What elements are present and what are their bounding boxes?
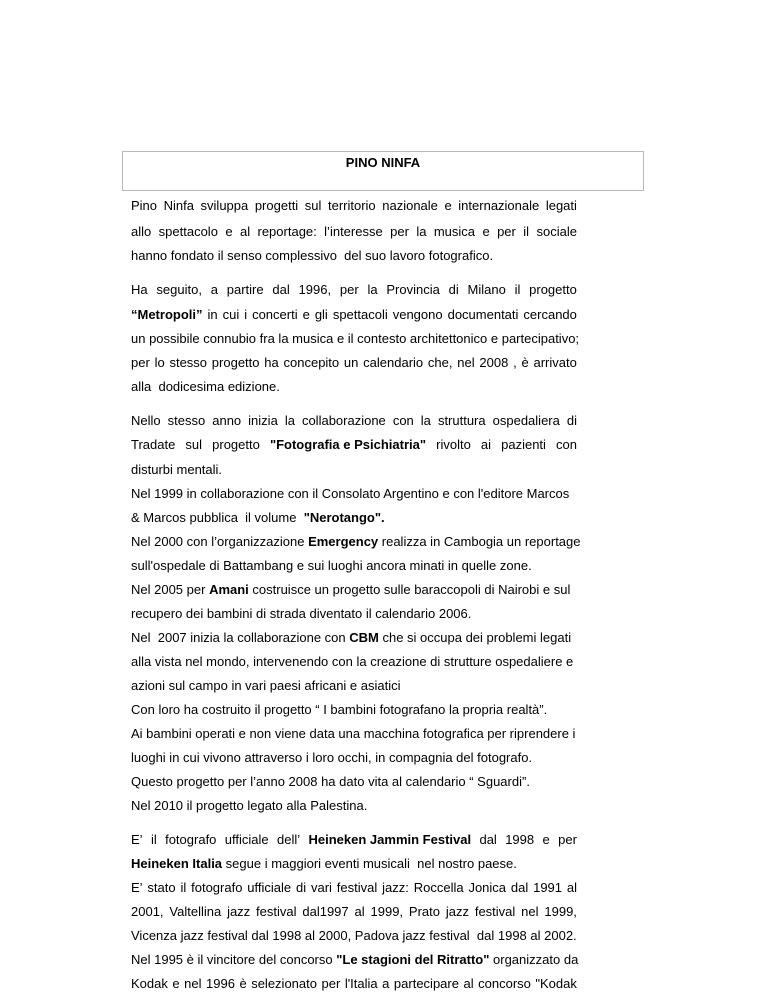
text-word: allo [131, 224, 152, 239]
text-line [131, 582, 577, 598]
text-line [131, 462, 577, 478]
text-line [131, 976, 577, 992]
text-word: fotografo [165, 832, 217, 847]
text-word: vari [310, 880, 332, 895]
text-word: di [448, 282, 459, 297]
text-word: musica [433, 224, 476, 239]
text-word: e [482, 224, 490, 239]
text-run: Vicenza jazz festival dal 1998 al 2000, Padova jazz festival dal 1998 al 2002. [131, 928, 577, 943]
text-line [131, 952, 577, 968]
text-run: Nel 2005 per [131, 582, 210, 597]
text-word: che, [427, 355, 453, 370]
text-word: "Kodak [535, 976, 577, 991]
text-word: territorio [327, 198, 376, 213]
text-word: per [131, 355, 150, 370]
text-line [131, 307, 577, 323]
text-run: alla dodicesima edizione. [131, 379, 280, 394]
text-word: sviluppa [200, 198, 249, 213]
text-word: di [566, 413, 577, 428]
text-run: realizza in Cambogia un reportage [378, 534, 581, 549]
text-word: anno [212, 413, 242, 428]
text-line [131, 379, 577, 395]
text-run: Ai bambini operati e non viene data una macchina fotografica per riprendere i [131, 726, 576, 741]
text-bold: "Le stagioni del Ritratto" [336, 952, 490, 967]
text-run: Nel 2007 inizia la collaborazione con [131, 630, 350, 645]
text-word: i [244, 307, 248, 322]
text-line [131, 798, 577, 814]
text-line [131, 678, 577, 694]
text-word: per [390, 224, 409, 239]
text-run: costruisce un progetto sulle baraccopoli di Nairobi e sul [248, 582, 571, 597]
text-word: un [343, 355, 359, 370]
text-line [131, 355, 577, 371]
text-line [131, 880, 577, 896]
text-line [131, 413, 577, 429]
text-word: la [420, 413, 431, 428]
text-line [131, 856, 577, 872]
text-word: Prato [408, 904, 440, 919]
text-word: per [558, 832, 577, 847]
text-word: jazz: [382, 880, 409, 895]
text-word: Tradate [131, 437, 176, 452]
text-word: 1996 [206, 976, 235, 991]
text-bold: Heineken Italia [131, 856, 223, 871]
text-word: il [180, 880, 187, 895]
text-word: reportage: [257, 224, 317, 239]
text-run: organizzato da [489, 952, 579, 967]
text-word: ufficiale [247, 880, 292, 895]
text-word: ha [264, 355, 279, 370]
text-bold: Emergency [308, 534, 379, 549]
text-word: ai [480, 437, 492, 452]
text-run: Nel 2010 il progetto legato alla Palestina. [131, 798, 368, 813]
text-word: per [339, 282, 359, 297]
text-word: la [284, 413, 295, 428]
text-word: in [207, 307, 218, 322]
text-bold: “Metropoli” [131, 307, 203, 322]
text-word: E’ [131, 832, 143, 847]
text-word: nazionale [382, 198, 438, 213]
text-run: luoghi in cui vivono attraverso i loro occhi, in compagnia del fotografo. [131, 750, 533, 765]
text-word: nel [457, 355, 475, 370]
text-word: Milano [467, 282, 506, 297]
text-line [131, 832, 577, 848]
text-bold: CBM [349, 630, 379, 645]
text-run: & Marcos pubblica il volume [131, 510, 304, 525]
text-word: E’ [131, 880, 143, 895]
text-word: ufficiale [224, 832, 269, 847]
text-word: stesso [169, 355, 208, 370]
text-word: Provincia [386, 282, 440, 297]
text-run: Nel 1995 è il vincitore del concorso [131, 952, 337, 967]
text-word: gli [314, 307, 328, 322]
text-line [131, 282, 577, 298]
text-word: l'Italia [344, 976, 378, 991]
text-run: un possibile connubio fra la musica e il contesto architettonico e partecipativo; [131, 331, 580, 346]
text-line [131, 606, 577, 622]
text-line [131, 630, 577, 646]
text-line [131, 224, 577, 240]
text-run: Nel 2000 con l’organizzazione [131, 534, 309, 549]
text-line [131, 198, 577, 214]
text-word: sociale [536, 224, 577, 239]
text-word: per [497, 224, 516, 239]
text-word: e [225, 224, 233, 239]
text-line [131, 248, 577, 264]
text-word: Valtellina [169, 904, 222, 919]
text-word: concerti [252, 307, 298, 322]
text-word: rivolto [436, 437, 471, 452]
title-box [122, 151, 644, 191]
text-word: dell’ [277, 832, 301, 847]
text-word: lo [154, 355, 165, 370]
text-word: 1996, [298, 282, 332, 297]
text-line [131, 928, 577, 944]
text-word: fotografo [191, 880, 243, 895]
text-run: recupero dei bambini di strada diventato il calendario 2006. [131, 606, 472, 621]
text-word: inizia [248, 413, 278, 428]
text-word: progetto [212, 437, 260, 452]
text-word: con [392, 413, 414, 428]
text-word: dal [272, 282, 290, 297]
text-line [131, 510, 577, 526]
text-word: cercando [523, 307, 577, 322]
text-line [131, 904, 577, 920]
text-word: stato [147, 880, 176, 895]
text-word: con [556, 437, 577, 452]
text-word: 1999, [370, 904, 404, 919]
text-word: 1991 [533, 880, 563, 895]
text-word: concepito [283, 355, 340, 370]
text-word: selezionato [251, 976, 317, 991]
text-word: Ninfa [163, 198, 194, 213]
text-word: festival [256, 904, 297, 919]
text-word: progetto [211, 355, 260, 370]
text-word: sul [185, 437, 203, 452]
text-word: progetto [529, 282, 577, 297]
text-word: cui [222, 307, 240, 322]
text-word: per [321, 976, 341, 991]
text-word: stesso [167, 413, 206, 428]
text-word: spettacolo [158, 224, 218, 239]
text-bold: Amani [209, 582, 249, 597]
text-word: vengono [392, 307, 443, 322]
text-word: il [514, 282, 521, 297]
text-word: al [463, 976, 474, 991]
text-run: Questo progetto per l’anno 2008 ha dato vita al calendario “ Sguardi”. [131, 774, 530, 789]
text-word: jazz [445, 904, 469, 919]
text-run: azioni sul campo in vari paesi africani e asiatici [131, 678, 401, 693]
text-word: collaborazione [301, 413, 386, 428]
text-word: spettacoli [332, 307, 388, 322]
text-word: pazienti [501, 437, 546, 452]
text-word: e [302, 307, 310, 322]
text-word: festival [336, 880, 378, 895]
text-line [131, 534, 581, 550]
text-word: a [210, 282, 218, 297]
text-word: è [239, 976, 247, 991]
text-word: Roccella [413, 880, 464, 895]
text-word: e [172, 976, 180, 991]
text-run: disturbi mentali. [131, 462, 223, 477]
text-run: che si occupa dei problemi legati [378, 630, 572, 645]
text-word: al [239, 224, 251, 239]
text-run: Nel 1999 in collaborazione con il Consolato Argentino e con l'editore Marcos [131, 486, 570, 501]
text-run: alla vista nel mondo, intervenendo con la creazione di strutture ospedaliere e [131, 654, 574, 669]
text-word: Kodak [131, 976, 168, 991]
text-word: jazz [227, 904, 251, 919]
text-word: concorso [478, 976, 531, 991]
text-word: 1999, [544, 904, 577, 919]
text-word: nel [521, 904, 539, 919]
text-run: sull'ospedale di Battambang e sui luoghi ancora minati in quelle zone. [131, 558, 532, 573]
text-word: il [150, 832, 157, 847]
text-word: il [523, 224, 530, 239]
text-word: partecipare [393, 976, 459, 991]
text-bold: "Fotografia e Psichiatria" [269, 437, 427, 452]
text-word: al [566, 880, 577, 895]
text-line [131, 654, 577, 670]
text-word: , [513, 355, 517, 370]
text-run: segue i maggiori eventi musicali nel nostro paese. [222, 856, 517, 871]
text-word: è [521, 355, 529, 370]
text-word: sul [304, 198, 322, 213]
text-word: di [296, 880, 307, 895]
text-word: documentati [447, 307, 519, 322]
text-run: Con loro ha costruito il progetto “ I bambini fotografano la propria realtà”. [131, 702, 548, 717]
text-line [131, 726, 577, 742]
text-line [131, 331, 580, 347]
text-word: Pino [131, 198, 158, 213]
text-word: e [444, 198, 452, 213]
document-title: PINO NINFA [345, 155, 421, 170]
text-word: dal [510, 880, 529, 895]
text-word: al [354, 904, 365, 919]
text-word: arrivato [533, 355, 577, 370]
text-word: 1998 [505, 832, 535, 847]
text-line [131, 437, 577, 453]
text-word: calendario [363, 355, 424, 370]
text-line [131, 702, 577, 718]
text-word: ospedaliera [492, 413, 560, 428]
text-line [131, 774, 577, 790]
text-word: Jonica [468, 880, 507, 895]
text-line [131, 558, 577, 574]
text-word: struttura [437, 413, 486, 428]
text-word: la [416, 224, 427, 239]
text-word: festival [474, 904, 516, 919]
text-word: internazionale [458, 198, 540, 213]
text-word: legati [545, 198, 577, 213]
text-word: 2008 [479, 355, 509, 370]
text-word: Nello [131, 413, 161, 428]
text-word: l’interesse [324, 224, 383, 239]
text-line [131, 486, 577, 502]
text-word: dal1997 [302, 904, 349, 919]
text-word: partire [226, 282, 264, 297]
text-run: hanno fondato il senso complessivo del suo lavoro fotografico. [131, 248, 494, 263]
text-word: e [542, 832, 550, 847]
text-bold: "Nerotango". [303, 510, 385, 525]
text-word: progetti [254, 198, 299, 213]
text-bold: Heineken Jammin Festival [308, 832, 472, 847]
text-line [131, 750, 577, 766]
text-word: la [367, 282, 378, 297]
text-word: nel [184, 976, 202, 991]
text-word: seguito, [156, 282, 202, 297]
text-word: 2001, [131, 904, 164, 919]
text-word: a [382, 976, 390, 991]
text-word: Ha [131, 282, 148, 297]
text-word: dal [479, 832, 497, 847]
